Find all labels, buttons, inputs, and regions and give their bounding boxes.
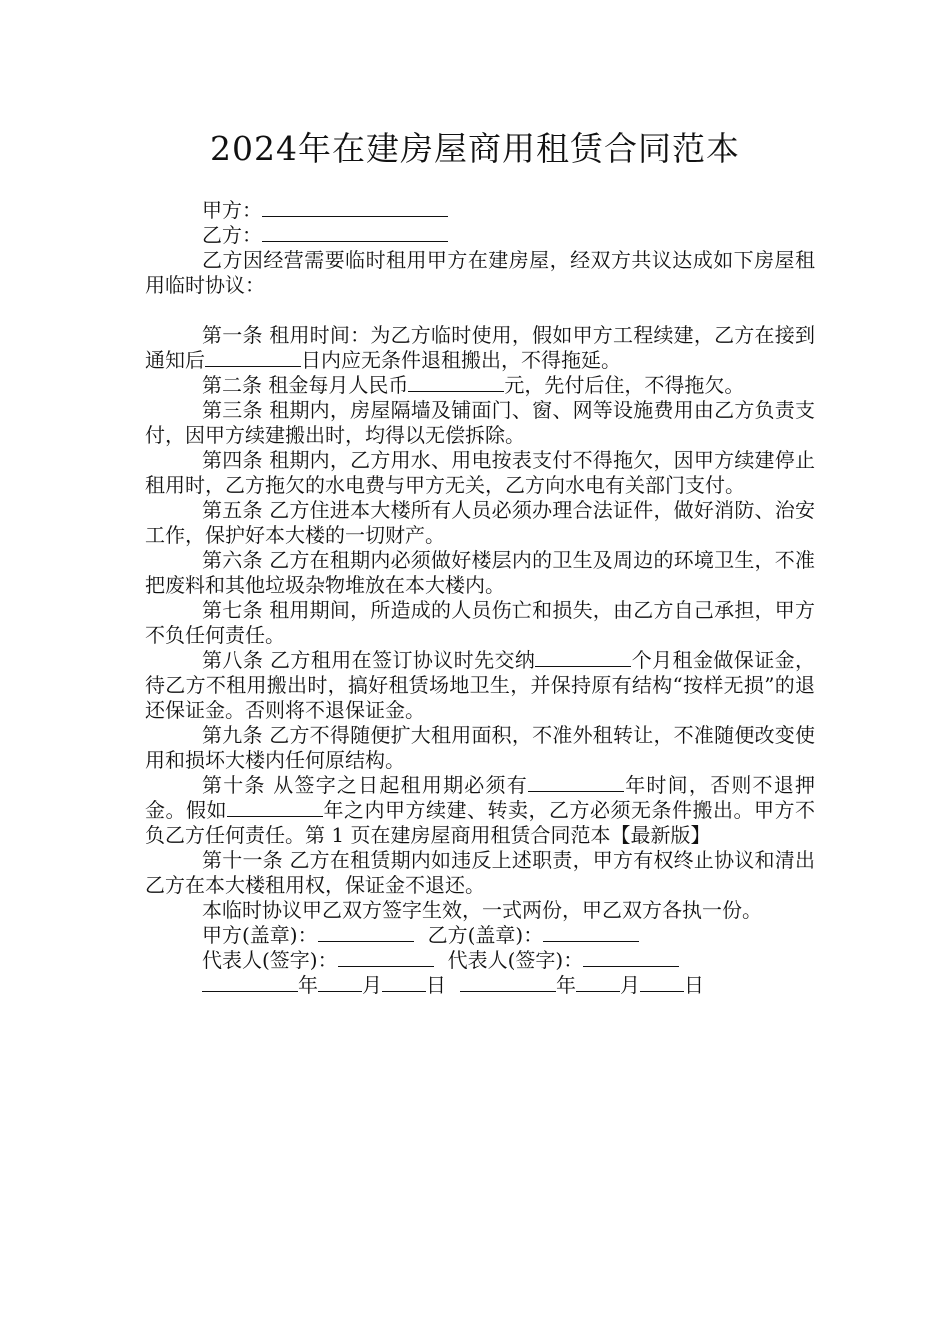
clause-8-text-b: 个月租金做保证金，待乙方不租用搬出时，搞好租赁场地卫生，并保持原有结构“按样无损”的退还保证金。否则将不退保证金。	[145, 648, 816, 722]
clause-10-text-a: 第十条 从签字之日起租用期必须有	[202, 773, 528, 797]
clause-8	[145, 648, 815, 723]
party-b-seal-blank	[543, 923, 639, 942]
date-a-day: 日	[426, 973, 446, 997]
party-a-seal-label: 甲方(盖章)：	[202, 923, 318, 947]
party-b-blank	[262, 223, 448, 242]
rep-b-blank	[583, 948, 679, 967]
party-a-blank	[262, 198, 448, 217]
clause-7: 第七条 租用期间，所造成的人员伤亡和损失，由乙方自己承担，甲方不负任何责任。	[145, 598, 815, 647]
clause-10-text-b: 年时间，否则不退押金。假如	[145, 773, 815, 822]
clause-10	[145, 773, 815, 848]
date-a-month-blank	[318, 973, 362, 992]
clause-2-blank	[408, 373, 504, 392]
party-b-line	[145, 223, 815, 248]
clause-10-blank-2	[227, 798, 323, 817]
clause-1-blank	[205, 348, 301, 367]
clause-11: 第十一条 乙方在租赁期内如违反上述职责，甲方有权终止协议和清出乙方在本大楼租用权，保证金不退还。	[145, 848, 815, 897]
party-a-seal-blank	[318, 923, 414, 942]
clause-8-text-a: 第八条 乙方租用在签订协议时先交纳	[202, 648, 536, 672]
closing-statement: 本临时协议甲乙双方签字生效，一式两份，甲乙双方各执一份。	[202, 898, 762, 922]
clause-2	[145, 373, 815, 398]
clause-9: 第九条 乙方不得随便扩大租用面积，不准外租转让，不准随便改变使用和损坏大楼内任何原结构。	[145, 723, 815, 772]
clause-2-text-a: 第二条 租金每月人民币	[202, 373, 409, 397]
date-b-month-blank	[576, 973, 620, 992]
party-a-line	[145, 198, 815, 223]
party-a-label: 甲方：	[202, 198, 262, 222]
clause-3: 第三条 租期内，房屋隔墙及铺面门、窗、网等设施费用由乙方负责支付，因甲方续建搬出时，均得以无偿拆除。	[145, 398, 815, 447]
date-a-year-blank	[202, 973, 298, 992]
clause-1-text-b: 日内应无条件退租搬出，不得拖延。	[301, 348, 621, 372]
clause-1	[145, 323, 815, 373]
date-b-day: 日	[684, 973, 704, 997]
clause-1-text-a: 第一条 租用时间：为乙方临时使用，假如甲方工程续建，乙方在接到通知后	[145, 323, 815, 372]
rep-a-label: 代表人(签字)：	[202, 948, 338, 972]
party-b-label: 乙方：	[202, 223, 262, 247]
document-body	[145, 198, 815, 998]
date-b-day-blank	[640, 973, 684, 992]
date-line	[145, 973, 815, 998]
blank-spacer	[145, 298, 815, 323]
date-a-day-blank	[382, 973, 426, 992]
document-title: 2024年在建房屋商用租赁合同范本	[210, 129, 740, 168]
party-b-seal-label: 乙方(盖章)：	[427, 923, 544, 947]
date-b-year: 年	[556, 973, 576, 997]
clause-2-text-b: 元，先付后住，不得拖欠。	[504, 373, 745, 397]
date-a-month: 月	[362, 973, 382, 997]
date-a-year: 年	[298, 973, 318, 997]
clause-10-text-c: 年之内甲方续建、转卖，乙方必须无条件搬出。甲方不负乙方任何责任。第 1 页在建房屋商用租赁合同范本【最新版】	[145, 798, 815, 847]
representative-line	[145, 948, 815, 973]
clause-8-blank	[535, 648, 631, 667]
date-b-year-blank	[460, 973, 556, 992]
clause-6: 第六条 乙方在租期内必须做好楼层内的卫生及周边的环境卫生，不准把废料和其他垃圾杂物堆放在本大楼内。	[145, 548, 815, 597]
intro-paragraph: 乙方因经营需要临时租用甲方在建房屋，经双方共议达成如下房屋租用临时协议：	[145, 248, 815, 297]
rep-a-blank	[338, 948, 434, 967]
clause-4: 第四条 租期内，乙方用水、用电按表支付不得拖欠，因甲方续建停止租用时，乙方拖欠的水电费与甲方无关，乙方向水电有关部门支付。	[145, 448, 815, 497]
clause-5: 第五条 乙方住进本大楼所有人员必须办理合法证件，做好消防、治安工作，保护好本大楼的一切财产。	[145, 498, 815, 547]
rep-b-label: 代表人(签字)：	[447, 948, 584, 972]
clause-10-blank-1	[528, 773, 624, 792]
seal-line	[145, 923, 815, 948]
date-b-month: 月	[620, 973, 640, 997]
